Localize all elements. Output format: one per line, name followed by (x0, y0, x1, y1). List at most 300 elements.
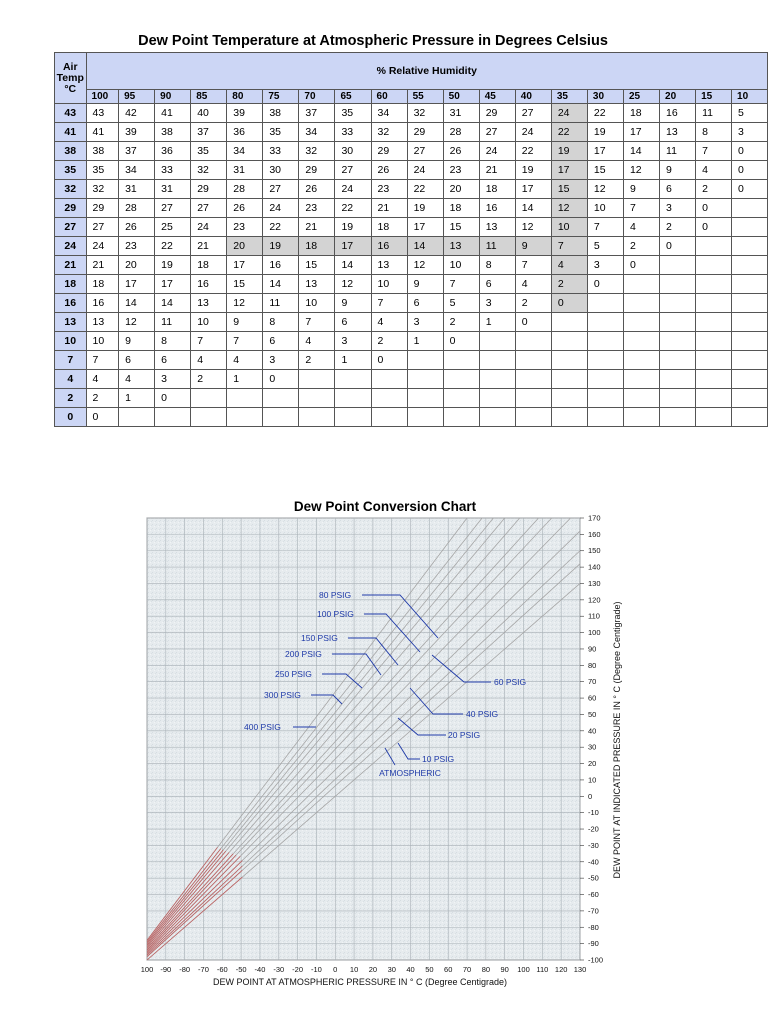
dew-point-cell: 7 (696, 142, 732, 161)
x-tick-label: 70 (462, 965, 472, 974)
y-tick-label: 40 (588, 726, 597, 736)
dew-point-cell: 14 (623, 142, 659, 161)
dew-point-cell: 32 (299, 142, 335, 161)
dew-point-cell: 5 (732, 104, 768, 123)
x-tick-label: 30 (387, 965, 396, 974)
dew-point-cell: 25 (155, 218, 191, 237)
dew-point-cell: 9 (515, 237, 551, 256)
dew-point-cell: 7 (587, 218, 623, 237)
series-label: 100 PSIG (317, 609, 354, 619)
dew-point-cell: 15 (299, 256, 335, 275)
dew-point-cell: 0 (732, 142, 768, 161)
dew-point-cell: 32 (86, 180, 119, 199)
dew-point-cell: 1 (227, 370, 263, 389)
dew-point-cell: 11 (263, 294, 299, 313)
dew-point-cell: 18 (191, 256, 227, 275)
x-tick-label: 110 (536, 965, 549, 974)
chart-title: Dew Point Conversion Chart (293, 499, 477, 514)
dew-point-cell: 12 (227, 294, 263, 313)
series-label: 60 PSIG (494, 677, 527, 687)
dew-point-cell: 21 (86, 256, 119, 275)
dew-point-cell: 7 (551, 237, 587, 256)
dew-point-cell: 2 (443, 313, 479, 332)
humidity-col-90: 90 (155, 89, 191, 103)
dew-point-cell: 40 (191, 104, 227, 123)
dew-point-cell: 36 (227, 123, 263, 142)
dew-point-cell: 22 (155, 237, 191, 256)
series-label: 400 PSIG (244, 722, 281, 732)
dew-point-cell: 0 (443, 332, 479, 351)
dew-point-cell: 12 (551, 199, 587, 218)
humidity-col-55: 55 (407, 89, 443, 103)
y-tick-label: -90 (588, 939, 599, 949)
humidity-col-80: 80 (227, 89, 263, 103)
dew-point-cell: 24 (479, 142, 515, 161)
dew-point-cell: 32 (191, 161, 227, 180)
x-tick-label: -90 (160, 965, 172, 974)
series-label: 10 PSIG (422, 754, 455, 764)
dew-point-cell: 26 (443, 142, 479, 161)
dew-point-cell: 14 (515, 199, 551, 218)
dew-point-cell: 24 (263, 199, 299, 218)
dew-point-cell: 4 (191, 351, 227, 370)
dew-point-cell: 1 (479, 313, 515, 332)
dew-point-cell: 20 (227, 237, 263, 256)
dew-point-cell: 9 (335, 294, 371, 313)
dew-point-cell: 17 (623, 123, 659, 142)
humidity-col-70: 70 (299, 89, 335, 103)
dew-point-cell: 2 (551, 275, 587, 294)
dew-point-cell: 21 (371, 199, 407, 218)
dew-point-cell: 43 (86, 104, 119, 123)
dew-point-cell: 35 (335, 104, 371, 123)
dew-point-cell: 16 (263, 256, 299, 275)
dew-point-cell: 38 (263, 104, 299, 123)
air-temp-cell: 21 (55, 256, 87, 275)
dew-point-cell: 21 (191, 237, 227, 256)
dew-point-cell: 41 (155, 104, 191, 123)
humidity-col-25: 25 (623, 89, 659, 103)
dew-point-cell: 4 (551, 256, 587, 275)
dew-point-cell: 15 (551, 180, 587, 199)
dew-point-cell: 7 (227, 332, 263, 351)
dew-point-cell: 6 (119, 351, 155, 370)
x-tick-label: -20 (292, 965, 304, 974)
air-temp-header-line3: °C (64, 82, 77, 95)
dew-point-cell: 13 (479, 218, 515, 237)
dew-point-cell: 14 (407, 237, 443, 256)
dew-point-cell: 12 (515, 218, 551, 237)
air-temp-cell: 2 (55, 389, 87, 408)
dew-point-cell: 28 (227, 180, 263, 199)
dew-point-cell: 13 (660, 123, 696, 142)
x-tick-label: -70 (198, 965, 209, 974)
series-label: 40 PSIG (466, 709, 499, 719)
dew-point-cell: 27 (515, 104, 551, 123)
dew-point-cell: 29 (371, 142, 407, 161)
air-temp-cell: 29 (55, 199, 87, 218)
dew-point-cell: 26 (227, 199, 263, 218)
air-temp-cell: 4 (55, 370, 87, 389)
x-tick-labels (141, 965, 587, 974)
dew-point-cell: 36 (155, 142, 191, 161)
dew-point-cell: 3 (587, 256, 623, 275)
dew-point-cell: 21 (479, 161, 515, 180)
dew-point-cell: 3 (335, 332, 371, 351)
x-tick-label: -10 (311, 965, 322, 974)
dew-point-cell: 2 (696, 180, 732, 199)
dew-point-cell: 26 (119, 218, 155, 237)
dew-point-cell: 0 (263, 370, 299, 389)
dew-point-cell: 2 (371, 332, 407, 351)
dew-point-cell: 0 (587, 275, 623, 294)
dew-point-cell: 29 (86, 199, 119, 218)
x-tick-label: -40 (254, 965, 266, 974)
dew-point-cell: 3 (479, 294, 515, 313)
dew-point-cell: 29 (299, 161, 335, 180)
dew-point-cell: 10 (587, 199, 623, 218)
humidity-col-95: 95 (119, 89, 155, 103)
dew-point-cell: 14 (119, 294, 155, 313)
y-tick-label: 0 (588, 791, 593, 801)
humidity-col-60: 60 (371, 89, 407, 103)
y-tick-label: 120 (588, 595, 601, 605)
dew-point-cell: 33 (335, 123, 371, 142)
dew-point-cell: 18 (479, 180, 515, 199)
dew-point-cell: 14 (335, 256, 371, 275)
dew-point-cell: 24 (191, 218, 227, 237)
dew-point-cell: 35 (263, 123, 299, 142)
dew-point-cell: 29 (191, 180, 227, 199)
x-axis-label: DEW POINT AT ATMOSPHERIC PRESSURE IN ° C (Degree Centigrade) (212, 977, 508, 987)
dew-point-cell: 38 (86, 142, 119, 161)
x-tick-label: 100 (140, 965, 154, 974)
dew-point-cell: 10 (191, 313, 227, 332)
dew-point-cell: 12 (119, 313, 155, 332)
dew-point-cell: 22 (407, 180, 443, 199)
dew-point-cell: 8 (155, 332, 191, 351)
humidity-col-35: 35 (551, 89, 587, 103)
dew-point-cell: 0 (732, 180, 768, 199)
dew-point-cell: 27 (263, 180, 299, 199)
dew-point-cell: 23 (371, 180, 407, 199)
plot-area-background (147, 518, 580, 960)
dew-point-cell: 27 (335, 161, 371, 180)
humidity-col-65: 65 (335, 89, 371, 103)
dew-point-cell: 22 (335, 199, 371, 218)
series-label: 250 PSIG (275, 669, 312, 679)
dew-point-cell: 17 (335, 237, 371, 256)
dew-point-cell: 2 (623, 237, 659, 256)
x-tick-label: 100 (517, 965, 530, 974)
dew-point-cell: 3 (263, 351, 299, 370)
humidity-col-75: 75 (263, 89, 299, 103)
y-tick-label: 10 (588, 775, 597, 785)
dew-point-cell: 4 (371, 313, 407, 332)
dew-point-cell: 9 (407, 275, 443, 294)
series-label: 300 PSIG (264, 690, 301, 700)
y-tick-label: 150 (588, 546, 601, 556)
dew-point-cell: 13 (299, 275, 335, 294)
y-tick-label: -100 (588, 955, 604, 965)
dew-point-cell: 27 (407, 142, 443, 161)
dew-point-cell: 4 (623, 218, 659, 237)
x-tick-label: -50 (235, 965, 247, 974)
dew-point-cell: 33 (155, 161, 191, 180)
dew-point-cell: 8 (263, 313, 299, 332)
dew-point-cell: 20 (443, 180, 479, 199)
dew-point-cell: 23 (227, 218, 263, 237)
dew-point-cell: 31 (119, 180, 155, 199)
dew-point-cell: 26 (371, 161, 407, 180)
dew-point-cell: 31 (443, 104, 479, 123)
dew-point-cell: 3 (155, 370, 191, 389)
air-temp-cell: 10 (55, 332, 87, 351)
humidity-col-30: 30 (587, 89, 623, 103)
dew-point-cell: 14 (263, 275, 299, 294)
dew-point-cell: 13 (191, 294, 227, 313)
dew-point-cell: 34 (119, 161, 155, 180)
humidity-col-15: 15 (696, 89, 732, 103)
dew-point-cell: 41 (86, 123, 119, 142)
dew-point-cell: 3 (732, 123, 768, 142)
dew-point-cell: 24 (407, 161, 443, 180)
dew-point-cell: 6 (335, 313, 371, 332)
humidity-col-45: 45 (479, 89, 515, 103)
dew-point-cell: 1 (335, 351, 371, 370)
dew-point-cell: 12 (623, 161, 659, 180)
dew-point-cell: 23 (299, 199, 335, 218)
dew-point-cell: 29 (479, 104, 515, 123)
dew-point-cell: 0 (660, 237, 696, 256)
dew-point-cell: 20 (119, 256, 155, 275)
dew-point-cell: 24 (515, 123, 551, 142)
dew-point-cell: 19 (407, 199, 443, 218)
series-label: 150 PSIG (301, 633, 338, 643)
dew-point-cell: 9 (227, 313, 263, 332)
dew-point-cell: 23 (443, 161, 479, 180)
dew-point-cell: 31 (227, 161, 263, 180)
dew-point-cell: 6 (407, 294, 443, 313)
dew-point-cell: 30 (263, 161, 299, 180)
dew-point-cell: 6 (155, 351, 191, 370)
y-tick-label: -40 (588, 857, 599, 867)
y-tick-label: 170 (588, 513, 601, 523)
y-tick-label: -10 (588, 808, 599, 818)
dew-point-cell: 7 (191, 332, 227, 351)
dew-point-cell: 4 (119, 370, 155, 389)
dew-point-cell: 2 (515, 294, 551, 313)
dew-point-cell: 15 (227, 275, 263, 294)
dew-point-cell: 27 (191, 199, 227, 218)
dew-point-cell: 5 (587, 237, 623, 256)
dew-point-cell: 17 (227, 256, 263, 275)
dew-point-cell: 16 (191, 275, 227, 294)
dew-point-cell: 9 (119, 332, 155, 351)
dew-point-cell: 35 (86, 161, 119, 180)
dew-point-cell: 30 (335, 142, 371, 161)
x-tick-label: 20 (368, 965, 378, 974)
dew-point-cell: 19 (515, 161, 551, 180)
dew-point-cell: 10 (86, 332, 119, 351)
dew-point-cell: 5 (443, 294, 479, 313)
air-temp-cell: 35 (55, 161, 87, 180)
dew-point-cell: 34 (227, 142, 263, 161)
dew-point-cell: 7 (86, 351, 119, 370)
dew-point-cell: 29 (407, 123, 443, 142)
dew-point-cell: 13 (443, 237, 479, 256)
x-tick-label: 40 (406, 965, 415, 974)
dew-point-cell: 22 (515, 142, 551, 161)
dew-point-cell: 0 (623, 256, 659, 275)
dew-point-cell: 13 (371, 256, 407, 275)
dew-point-cell: 18 (443, 199, 479, 218)
y-tick-label: 20 (588, 759, 597, 769)
dew-point-cell: 17 (119, 275, 155, 294)
dew-point-cell: 31 (155, 180, 191, 199)
dew-point-cell: 4 (696, 161, 732, 180)
dew-point-cell: 33 (263, 142, 299, 161)
dew-point-cell: 4 (86, 370, 119, 389)
air-temp-cell: 27 (55, 218, 87, 237)
dew-point-cell: 2 (86, 389, 119, 408)
dew-point-cell: 38 (155, 123, 191, 142)
dew-point-cell: 1 (119, 389, 155, 408)
dew-point-cell: 17 (587, 142, 623, 161)
air-temp-cell: 43 (55, 104, 87, 123)
y-tick-label: 160 (588, 529, 601, 539)
dew-point-cell: 34 (299, 123, 335, 142)
y-tick-label: 30 (588, 742, 597, 752)
air-temp-cell: 7 (55, 351, 87, 370)
dew-point-cell: 42 (119, 104, 155, 123)
x-tick-label: 50 (425, 965, 434, 974)
dew-point-cell: 8 (696, 123, 732, 142)
dew-point-cell: 17 (407, 218, 443, 237)
humidity-col-100: 100 (86, 89, 119, 103)
dew-point-cell: 21 (299, 218, 335, 237)
air-temp-cell: 24 (55, 237, 87, 256)
dew-point-cell: 3 (660, 199, 696, 218)
dew-point-cell: 16 (86, 294, 119, 313)
relative-humidity-header: % Relative Humidity (86, 53, 767, 90)
dew-point-cell: 0 (732, 161, 768, 180)
y-tick-label: -30 (588, 840, 599, 850)
dew-point-cell: 22 (587, 104, 623, 123)
y-tick-label: 130 (588, 578, 601, 588)
dew-point-cell: 19 (263, 237, 299, 256)
x-tick-label: 120 (554, 965, 568, 974)
air-temp-cell: 41 (55, 123, 87, 142)
x-tick-label: 10 (349, 965, 359, 974)
dew-point-cell: 24 (551, 104, 587, 123)
x-tick-label: 80 (481, 965, 491, 974)
air-temp-cell: 32 (55, 180, 87, 199)
x-tick-label: 0 (333, 965, 338, 974)
x-tick-label: 60 (444, 965, 453, 974)
dew-point-cell: 7 (443, 275, 479, 294)
series-label: 200 PSIG (285, 649, 322, 659)
dew-point-cell: 11 (155, 313, 191, 332)
dew-point-cell: 0 (515, 313, 551, 332)
dew-point-cell: 10 (443, 256, 479, 275)
dew-point-cell: 9 (660, 161, 696, 180)
dew-point-cell: 12 (587, 180, 623, 199)
dew-point-cell: 12 (407, 256, 443, 275)
air-temp-header-line2: Temp (56, 71, 84, 84)
dew-point-cell: 26 (299, 180, 335, 199)
y-axis-label: DEW POINT AT INDICATED PRESSURE IN ° C (Degree Centigrade) (612, 601, 622, 879)
dew-point-cell: 10 (551, 218, 587, 237)
dew-point-cell: 22 (263, 218, 299, 237)
dew-point-cell: 9 (623, 180, 659, 199)
humidity-col-85: 85 (191, 89, 227, 103)
dew-point-cell: 17 (551, 161, 587, 180)
dew-point-cell: 39 (227, 104, 263, 123)
dew-point-cell: 16 (371, 237, 407, 256)
humidity-col-50: 50 (443, 89, 479, 103)
y-tick-label: 90 (588, 644, 597, 654)
dew-point-cell: 19 (551, 142, 587, 161)
dew-point-cell: 8 (479, 256, 515, 275)
dew-point-cell: 32 (371, 123, 407, 142)
y-tick-label: 100 (588, 628, 601, 638)
dew-point-cell: 17 (155, 275, 191, 294)
dew-point-cell: 7 (515, 256, 551, 275)
y-tick-label: 140 (588, 562, 601, 572)
x-tick-label: 130 (573, 965, 587, 974)
dew-point-cell: 10 (371, 275, 407, 294)
x-tick-label: -80 (179, 965, 191, 974)
dew-point-cell: 12 (335, 275, 371, 294)
humidity-col-10: 10 (732, 89, 768, 103)
air-temp-cell: 0 (55, 408, 87, 427)
dew-point-cell: 2 (299, 351, 335, 370)
table-title: Dew Point Temperature at Atmospheric Pressure in Degrees Celsius (138, 33, 608, 49)
dew-point-cell: 19 (335, 218, 371, 237)
dew-point-cell: 24 (86, 237, 119, 256)
dew-point-cell: 7 (623, 199, 659, 218)
dew-point-cell: 1 (407, 332, 443, 351)
dew-point-cell: 4 (299, 332, 335, 351)
dew-point-cell: 34 (371, 104, 407, 123)
air-temp-cell: 38 (55, 142, 87, 161)
air-temp-cell: 13 (55, 313, 87, 332)
dew-point-cell: 3 (407, 313, 443, 332)
y-tick-label: -60 (588, 890, 599, 900)
y-tick-label: -50 (588, 873, 599, 883)
x-tick-label: 90 (500, 965, 509, 974)
series-label: 80 PSIG (319, 590, 352, 600)
dew-point-cell: 17 (515, 180, 551, 199)
dew-point-cell: 27 (155, 199, 191, 218)
dew-point-cell: 0 (371, 351, 407, 370)
dew-point-cell: 16 (479, 199, 515, 218)
dew-point-cell: 28 (119, 199, 155, 218)
dew-point-cell: 27 (479, 123, 515, 142)
dew-point-cell: 7 (371, 294, 407, 313)
y-tick-label: 60 (588, 693, 597, 703)
dew-point-cell: 10 (299, 294, 335, 313)
dew-point-cell: 0 (696, 218, 732, 237)
x-tick-label: -30 (273, 965, 285, 974)
dew-point-cell: 39 (119, 123, 155, 142)
dew-point-cell: 19 (587, 123, 623, 142)
dew-point-cell: 18 (299, 237, 335, 256)
series-label: 20 PSIG (448, 730, 481, 740)
dew-point-cell: 15 (443, 218, 479, 237)
humidity-col-20: 20 (660, 89, 696, 103)
